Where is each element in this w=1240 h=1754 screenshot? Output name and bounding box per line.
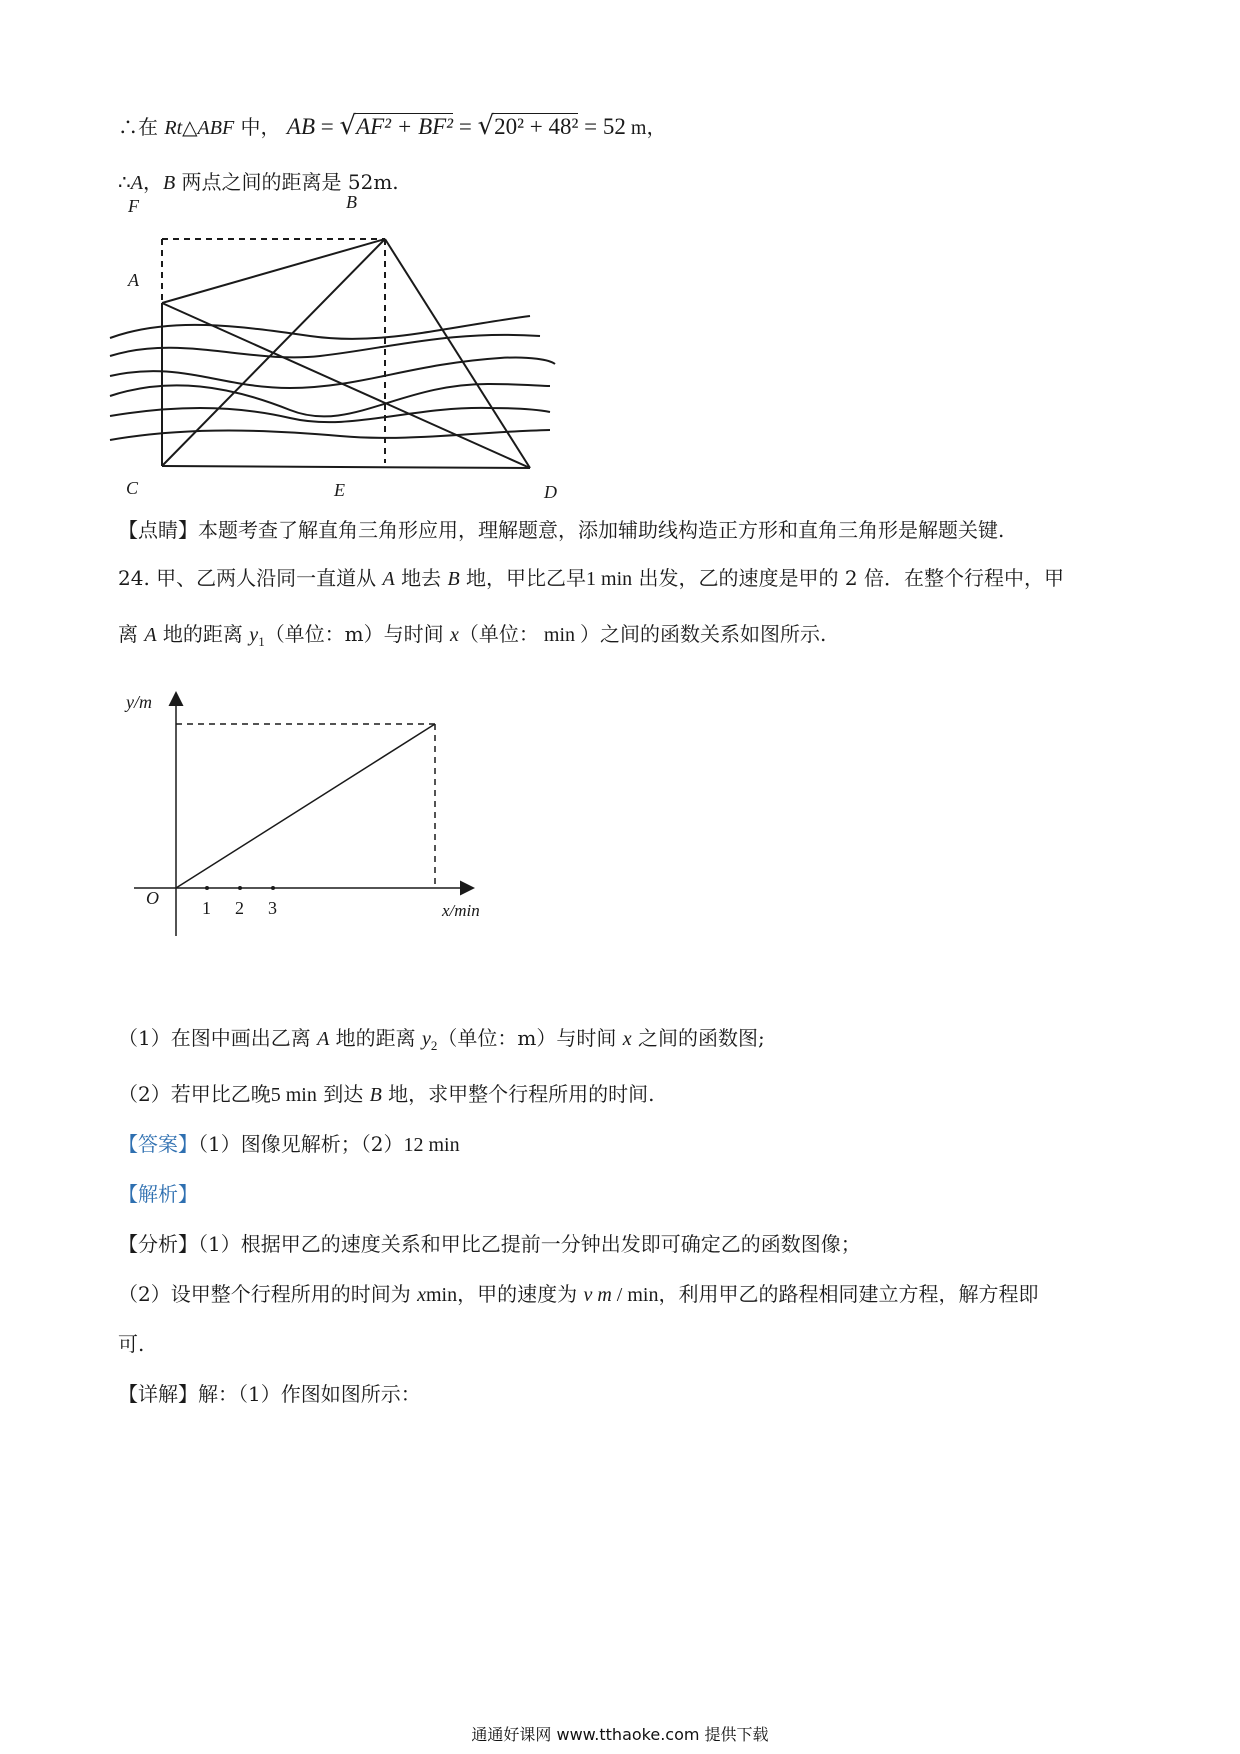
fenxi2-text-1: （2）设甲整个行程所用的时间为: [118, 1282, 418, 1306]
answer-tag: 【答案】: [118, 1132, 198, 1156]
river-geometry-figure: [110, 192, 570, 504]
formula-equals: =: [315, 114, 340, 139]
part2-five: 5: [270, 1084, 281, 1106]
line-ab: [162, 239, 385, 303]
fenxi2-text-3: ，利用甲乙的路程相同建立方程，解方程即: [658, 1282, 1039, 1306]
comma: ，: [142, 170, 163, 194]
jiexi-tag: 【解析】: [118, 1182, 198, 1206]
therefore-text-2: ∴: [118, 170, 131, 194]
q24-point-b: B: [447, 568, 460, 590]
dianjing-text: 本题考查了解直角三角形应用，理解题意，添加辅助线构造正方形和直角三角形是解题关键.: [198, 518, 1005, 542]
label-a: A: [128, 270, 139, 290]
fenxi-line-2: [118, 1280, 1038, 1309]
q24-x: x: [450, 624, 459, 646]
formula-mid-text: 中，: [234, 115, 281, 139]
q24-text-6: 地的距离: [156, 622, 250, 646]
part1-text-1: （1）在图中画出乙离: [118, 1026, 318, 1050]
rt-label: Rt: [164, 117, 183, 139]
q24-text-5: 离: [118, 622, 145, 646]
tick-label-3: 3: [268, 898, 277, 918]
q24-min-2: min: [538, 624, 581, 646]
dianjing-line: [118, 516, 1004, 544]
answer-number: 12: [403, 1134, 424, 1156]
label-d: D: [544, 482, 557, 502]
triangle-label: △ABF: [182, 117, 235, 139]
formula-line: [118, 112, 666, 142]
xiangjie-line: [118, 1380, 421, 1408]
part-2-line: [118, 1080, 655, 1109]
page-footer: 通通好课网 www.tthaoke.com 提供下载: [471, 1725, 769, 1744]
tick-label-2: 2: [235, 898, 244, 918]
part-1-line: [118, 1024, 765, 1060]
q24-text-1: 24. 甲、乙两人沿同一直道从: [118, 566, 383, 590]
fenxi-text: （1）根据甲乙的速度关系和甲比乙提前一分钟出发即可确定乙的函数图像；: [198, 1232, 861, 1256]
q24-point-a: A: [382, 568, 395, 590]
q24-text-8: （单位：: [458, 622, 539, 646]
line-cd: [162, 466, 530, 468]
jiexi-line: [118, 1180, 198, 1208]
graph-line-y1: [176, 724, 435, 888]
fenxi2-v: v m: [583, 1284, 612, 1306]
q24-y1: y: [249, 624, 259, 646]
function-graph-figure: [120, 690, 520, 950]
q24-text-4: 出发，乙的速度是甲的 2 倍．在整个行程中，甲: [632, 566, 1064, 590]
part1-y2: y: [422, 1028, 431, 1050]
q24-y1-sub: 1: [258, 634, 265, 649]
part2-point-b: B: [369, 1084, 382, 1106]
part1-point-a: A: [317, 1028, 330, 1050]
label-c: C: [126, 478, 139, 498]
part2-text-2: 到达: [316, 1082, 370, 1106]
line-ad: [162, 303, 530, 468]
fenxi-tag: 【分析】: [118, 1232, 198, 1256]
y-axis-label: y/m: [126, 692, 152, 712]
formula-unit: m，: [625, 117, 667, 139]
label-b: B: [346, 192, 357, 212]
part1-text-4: 之间的函数图;: [631, 1026, 765, 1050]
q24-text-2: 地去: [394, 566, 448, 590]
fenxi2-text-2: ，甲的速度为: [457, 1282, 584, 1306]
origin-label: O: [146, 888, 159, 908]
fenxi2-x: x: [417, 1284, 426, 1306]
xiangjie-text: 解：（1）作图如图所示：: [198, 1382, 421, 1406]
q24-one: 1: [586, 568, 597, 590]
sqrt-sign-icon: √: [339, 111, 357, 141]
part1-text-2: 地的距离: [329, 1026, 423, 1050]
tick-dot-3: [271, 886, 275, 890]
answer-text: （1）图像见解析；（2）: [198, 1132, 404, 1156]
point-a: A: [130, 172, 143, 194]
therefore-text: ∴在: [118, 115, 165, 139]
tick-label-1: 1: [202, 898, 211, 918]
conclusion-rest: 两点之间的距离是 52m.: [175, 170, 399, 194]
formula-equals-2: =: [453, 114, 478, 139]
part2-text-3: 地，求甲整个行程所用的时间.: [381, 1082, 655, 1106]
question-24-line-1: [118, 564, 1064, 593]
part2-min: min: [280, 1084, 317, 1106]
formula-result: = 52: [578, 114, 626, 139]
sqrt-sign-icon-2: √: [477, 111, 495, 141]
line-bd: [385, 239, 530, 468]
formula-ab: AB: [286, 114, 315, 139]
q24-text-7: （单位：m）与时间: [264, 622, 451, 646]
tick-dot-1: [205, 886, 209, 890]
q24-text-3: 地，甲比乙早: [459, 566, 587, 590]
formula-radicand-2: 20² + 48²: [494, 114, 579, 139]
fenxi-line-3: [118, 1330, 144, 1358]
wave-4: [110, 384, 550, 416]
q24-point-a-2: A: [144, 624, 157, 646]
wave-5: [110, 408, 550, 422]
q24-text-9: ）之间的函数关系如图所示.: [580, 622, 827, 646]
part2-text-1: （2）若甲比乙晚: [118, 1082, 271, 1106]
fenxi2-min: min: [425, 1284, 458, 1306]
point-b: B: [162, 172, 176, 194]
q24-min: min: [596, 568, 633, 590]
label-e: E: [334, 480, 345, 500]
answer-unit: min: [423, 1134, 460, 1156]
fenxi2-unit: / min: [611, 1284, 659, 1306]
fenxi-line: [118, 1230, 861, 1258]
dianjing-tag: 【点睛】: [118, 518, 198, 542]
formula-radicand-1: AF² + BF²: [356, 114, 454, 139]
question-24-line-2: [118, 620, 826, 656]
wave-6: [110, 430, 550, 440]
fenxi3-text: 可.: [118, 1332, 145, 1356]
part1-y2-sub: 2: [430, 1038, 438, 1053]
xiangjie-tag: 【详解】: [118, 1382, 198, 1406]
label-f: F: [128, 196, 139, 216]
tick-dot-2: [238, 886, 242, 890]
part1-text-3: （单位：m）与时间: [437, 1026, 623, 1050]
part1-x: x: [622, 1028, 632, 1050]
answer-line: [118, 1130, 460, 1159]
x-axis-label: x/min: [442, 901, 480, 920]
